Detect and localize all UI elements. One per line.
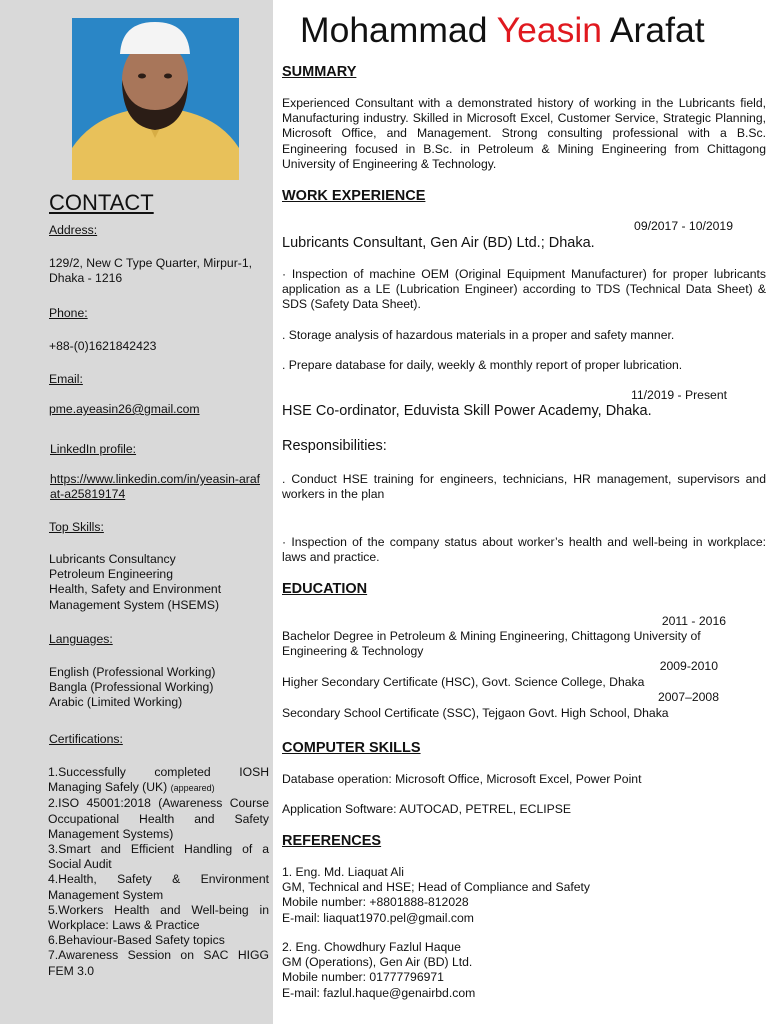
certifications-list <box>48 765 269 979</box>
education-dates: 2007–2008 <box>657 690 719 704</box>
address-value: 129/2, New C Type Quarter, Mirpur-1, Dhaka - 1216 <box>49 256 252 286</box>
responsibilities-label: Responsibilities: <box>282 438 387 454</box>
education-item: Secondary School Certificate (SSC), Tejgaon Govt. High School, Dhaka <box>282 706 669 720</box>
certification-item: 4.Health, Safety & Environment Management System <box>48 872 269 902</box>
reference-position: GM (Operations), Gen Air (BD) Ltd. <box>282 955 473 970</box>
reference-phone: Mobile number: 01777796971 <box>282 970 444 985</box>
education-dates: 2011 - 2016 <box>661 614 726 628</box>
contact-heading: CONTACT <box>49 190 154 215</box>
references-heading: REFERENCES <box>282 833 382 849</box>
reference-name: 2. Eng. Chowdhury Fazlul Haque <box>282 940 461 954</box>
address-label: Address: <box>49 223 98 237</box>
job-bullet: · Inspection of the company status about worker’s health and well-being in workplace: laws and practice. <box>282 535 766 565</box>
reference-email: E-mail: fazlul.haque@genairbd.com <box>282 985 476 1000</box>
certification-item: 2.ISO 45001:2018 (Awareness Course Occupational Health and Safety Management Systems) <box>48 796 269 841</box>
job-bullet: · Inspection of machine OEM (Original Equipment Manufacturer) for proper lubricants application as a LE (Lubrication Engineer) according to TDS (Technical Data Sheet) & SDS (Safety Data Sheet). <box>282 267 766 312</box>
education-dates: 2009-2010 <box>659 659 718 673</box>
skills-label: Top Skills: <box>49 520 104 534</box>
job-bullet: . Prepare database for daily, weekly & monthly report of proper lubrication. <box>282 358 683 372</box>
summary-text: Experienced Consultant with a demonstrated history of working in the Lubricants field, Manufacturing industry. Skilled in Microsoft Excel, Customer Service, Strategic Planning, Microsoft Office, and Management. Strong consulting professional with a B.Sc. Engineering focused in B.Sc. in Petroleum & Mining Engineering from Chittagong University of Engineering & Technology. <box>282 96 766 171</box>
job-bullet: . Storage analysis of hazardous materials in a proper and safety manner. <box>282 328 675 342</box>
job-bullet: . Conduct HSE training for engineers, technicians, HR management, supervisors and workers in the plan <box>282 472 766 502</box>
skill-item: Petroleum Engineering <box>49 567 173 582</box>
linkedin-link[interactable]: https://www.linkedin.com/in/yeasin-arafat-a25819174 <box>50 472 260 502</box>
computer-skill-line: Application Software: AUTOCAD, PETREL, ECLIPSE <box>282 802 572 816</box>
language-item: Arabic (Limited Working) <box>49 695 183 710</box>
reference-email: E-mail: liaquat1970.pel@gmail.com <box>282 910 474 925</box>
reference-name: 1. Eng. Md. Liaquat Ali <box>282 865 404 879</box>
skill-item: Lubricants Consultancy <box>49 552 176 566</box>
languages-list <box>49 665 259 711</box>
computer-skill-line: Database operation: Microsoft Office, Microsoft Excel, Power Point <box>282 772 642 786</box>
languages-label: Languages: <box>49 632 113 646</box>
language-item: English (Professional Working) <box>49 665 216 679</box>
skill-item: Health, Safety and Environment Management System (HSEMS) <box>49 582 222 612</box>
reference-phone: Mobile number: +8801888-812028 <box>282 895 469 910</box>
reference-position: GM, Technical and HSE; Head of Compliance and Safety <box>282 880 591 895</box>
linkedin-label: LinkedIn profile: <box>50 442 137 456</box>
job-dates: 09/2017 - 10/2019 <box>634 219 733 233</box>
education-item: Bachelor Degree in Petroleum & Mining Engineering, Chittagong University of Engineering & Technology <box>282 629 701 659</box>
summary-heading: SUMMARY <box>282 64 357 80</box>
language-item: Bangla (Professional Working) <box>49 680 214 695</box>
certification-item: 3.Smart and Efficient Handling of a Social Audit <box>48 842 269 872</box>
job-title: Lubricants Consultant, Gen Air (BD) Ltd.; Dhaka. <box>282 235 595 251</box>
certifications-label: Certifications: <box>49 732 123 746</box>
job-title: HSE Co-ordinator, Eduvista Skill Power Academy, Dhaka. <box>282 403 652 419</box>
education-heading: EDUCATION <box>282 581 368 597</box>
certification-item: 5.Workers Health and Well-being in Workplace: Laws & Practice <box>48 902 269 933</box>
sidebar <box>0 0 273 1024</box>
profile-photo <box>72 18 239 180</box>
candidate-name: Mohammad Yeasin Arafat <box>300 10 705 50</box>
work-experience-heading: WORK EXPERIENCE <box>282 188 426 204</box>
reference-block <box>282 940 766 1001</box>
email-label: Email: <box>49 372 83 386</box>
certification-item: 6.Behaviour-Based Safety topics <box>48 933 225 948</box>
computer-skills-heading: COMPUTER SKILLS <box>282 740 421 756</box>
certification-item: 1.Successfully completed IOSH Managing Safely (UK) (appeared) <box>48 765 269 795</box>
skills-list <box>49 552 249 613</box>
phone-label: Phone: <box>49 306 88 320</box>
job-dates: 11/2019 - Present <box>631 388 727 402</box>
education-item: Higher Secondary Certificate (HSC), Govt. Science College, Dhaka <box>282 675 645 689</box>
certification-item: 7.Awareness Session on SAC HIGG FEM 3.0 <box>48 948 269 978</box>
reference-block <box>282 865 766 926</box>
phone-value: +88-(0)1621842423 <box>49 339 157 353</box>
email-link[interactable]: pme.ayeasin26@gmail.com <box>49 402 200 416</box>
